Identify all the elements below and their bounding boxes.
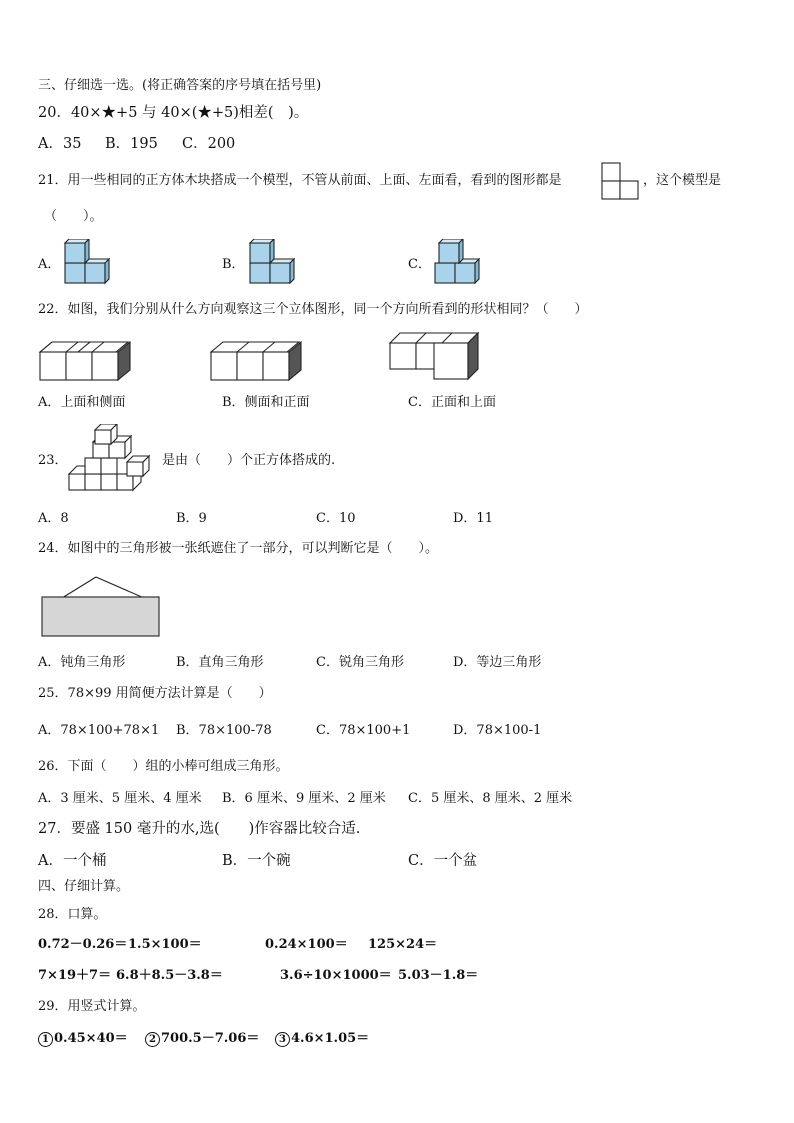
q23-option-d: D．11 <box>453 511 493 526</box>
q24-covered-triangle <box>40 574 164 640</box>
q25-option-b: B．78×100-78 <box>176 723 272 738</box>
q28-item: 6.8＋8.5－3.8＝ <box>116 968 223 983</box>
q26-option-c: C．5 厘米、8 厘米、2 厘米 <box>408 791 573 806</box>
q22-solid-2 <box>209 336 305 382</box>
q28-item: 125×24＝ <box>368 937 438 952</box>
q26-stem: 26．下面（ ）组的小棒可组成三角形。 <box>38 759 289 774</box>
q22-option-a: A．上面和侧面 <box>38 395 126 410</box>
section-title: 三、仔细选一选。(将正确答案的序号填在括号里) <box>38 78 322 93</box>
q21-stem-end: ，这个模型是 <box>643 173 722 188</box>
section-title: 四、仔细计算。 <box>38 879 130 894</box>
q23-option-c: C．10 <box>316 511 356 526</box>
q20-option-c: C．200 <box>182 136 236 152</box>
q24-option-d: D．等边三角形 <box>453 655 542 670</box>
q27-option-a: A．一个桶 <box>38 853 107 869</box>
q21-view-figure <box>601 162 639 200</box>
q22-solid-3 <box>388 331 484 381</box>
q29-item: 1 0.45×40＝ <box>38 1030 128 1048</box>
circled-number: 3 <box>275 1032 290 1047</box>
q23-option-a: A．8 <box>38 511 69 526</box>
q24-option-c: C．锐角三角形 <box>316 655 404 670</box>
q29-stem: 29．用竖式计算。 <box>38 999 146 1014</box>
q28-item: 3.6÷10×1000＝ <box>280 968 392 983</box>
q23-option-b: B．9 <box>176 511 207 526</box>
q27-stem: 27．要盛 150 毫升的水,选( )作容器比较合适. <box>38 821 361 837</box>
q27-option-c: C．一个盆 <box>408 853 478 869</box>
q26-option-b: B．6 厘米、9 厘米、2 厘米 <box>222 791 386 806</box>
q20-stem: 20．40×★+5 与 40×(★+5)相差( )。 <box>38 105 309 121</box>
q28-item: 0.24×100＝ <box>265 937 348 952</box>
q25-option-d: D．78×100-1 <box>453 723 542 738</box>
q28-item: 0.72－0.26＝ <box>38 937 128 952</box>
q25-stem: 25．78×99 用简便方法计算是（ ） <box>38 686 272 701</box>
q23-number: 23． <box>38 453 68 468</box>
q23-cube-stack <box>65 424 155 494</box>
q25-option-c: C．78×100+1 <box>316 723 411 738</box>
q21-cube-model-b <box>247 239 297 287</box>
q24-stem: 24．如图中的三角形被一张纸遮住了一部分，可以判断它是（ ）。 <box>38 541 439 556</box>
q24-option-a: A．钝角三角形 <box>38 655 126 670</box>
q28-item: 1.5×100＝ <box>128 937 202 952</box>
q29-item: 2 700.5－7.06＝ <box>145 1030 259 1048</box>
circled-number: 2 <box>145 1032 160 1047</box>
q28-stem: 28．口算。 <box>38 907 107 922</box>
circled-number: 1 <box>38 1032 53 1047</box>
q22-option-c: C．正面和上面 <box>408 395 496 410</box>
q21-option-b: B． <box>222 257 245 272</box>
q26-option-a: A．3 厘米、5 厘米、4 厘米 <box>38 791 202 806</box>
q28-item: 7×19＋7＝ <box>38 968 112 983</box>
q21-cube-model-c <box>432 239 488 287</box>
q20-option-a: A．35 <box>38 136 82 152</box>
q27-option-b: B．一个碗 <box>222 853 291 869</box>
q22-stem: 22．如图，我们分别从什么方向观察这三个立体图形，同一个方向所看到的形状相同？（ ） <box>38 302 588 317</box>
q21-option-c: C． <box>408 257 431 272</box>
q23-stem: 是由（ ）个正方体搭成的. <box>162 453 336 468</box>
q22-option-b: B．侧面和正面 <box>222 395 310 410</box>
q21-stem: 21．用一些相同的正方体木块搭成一个模型，不管从前面、上面、左面看，看到的图形都是 <box>38 173 562 188</box>
q24-option-b: B．直角三角形 <box>176 655 264 670</box>
q21-option-a: A． <box>38 257 61 272</box>
q25-option-a: A．78×100+78×1 <box>38 723 160 738</box>
q21-cube-model-a <box>62 239 112 287</box>
q20-option-b: B．195 <box>105 136 158 152</box>
q28-item: 5.03－1.8＝ <box>398 968 479 983</box>
q22-solid-1 <box>38 336 134 382</box>
q21-blank: （ ）。 <box>44 209 103 224</box>
q29-item: 3 4.6×1.05＝ <box>275 1030 369 1048</box>
